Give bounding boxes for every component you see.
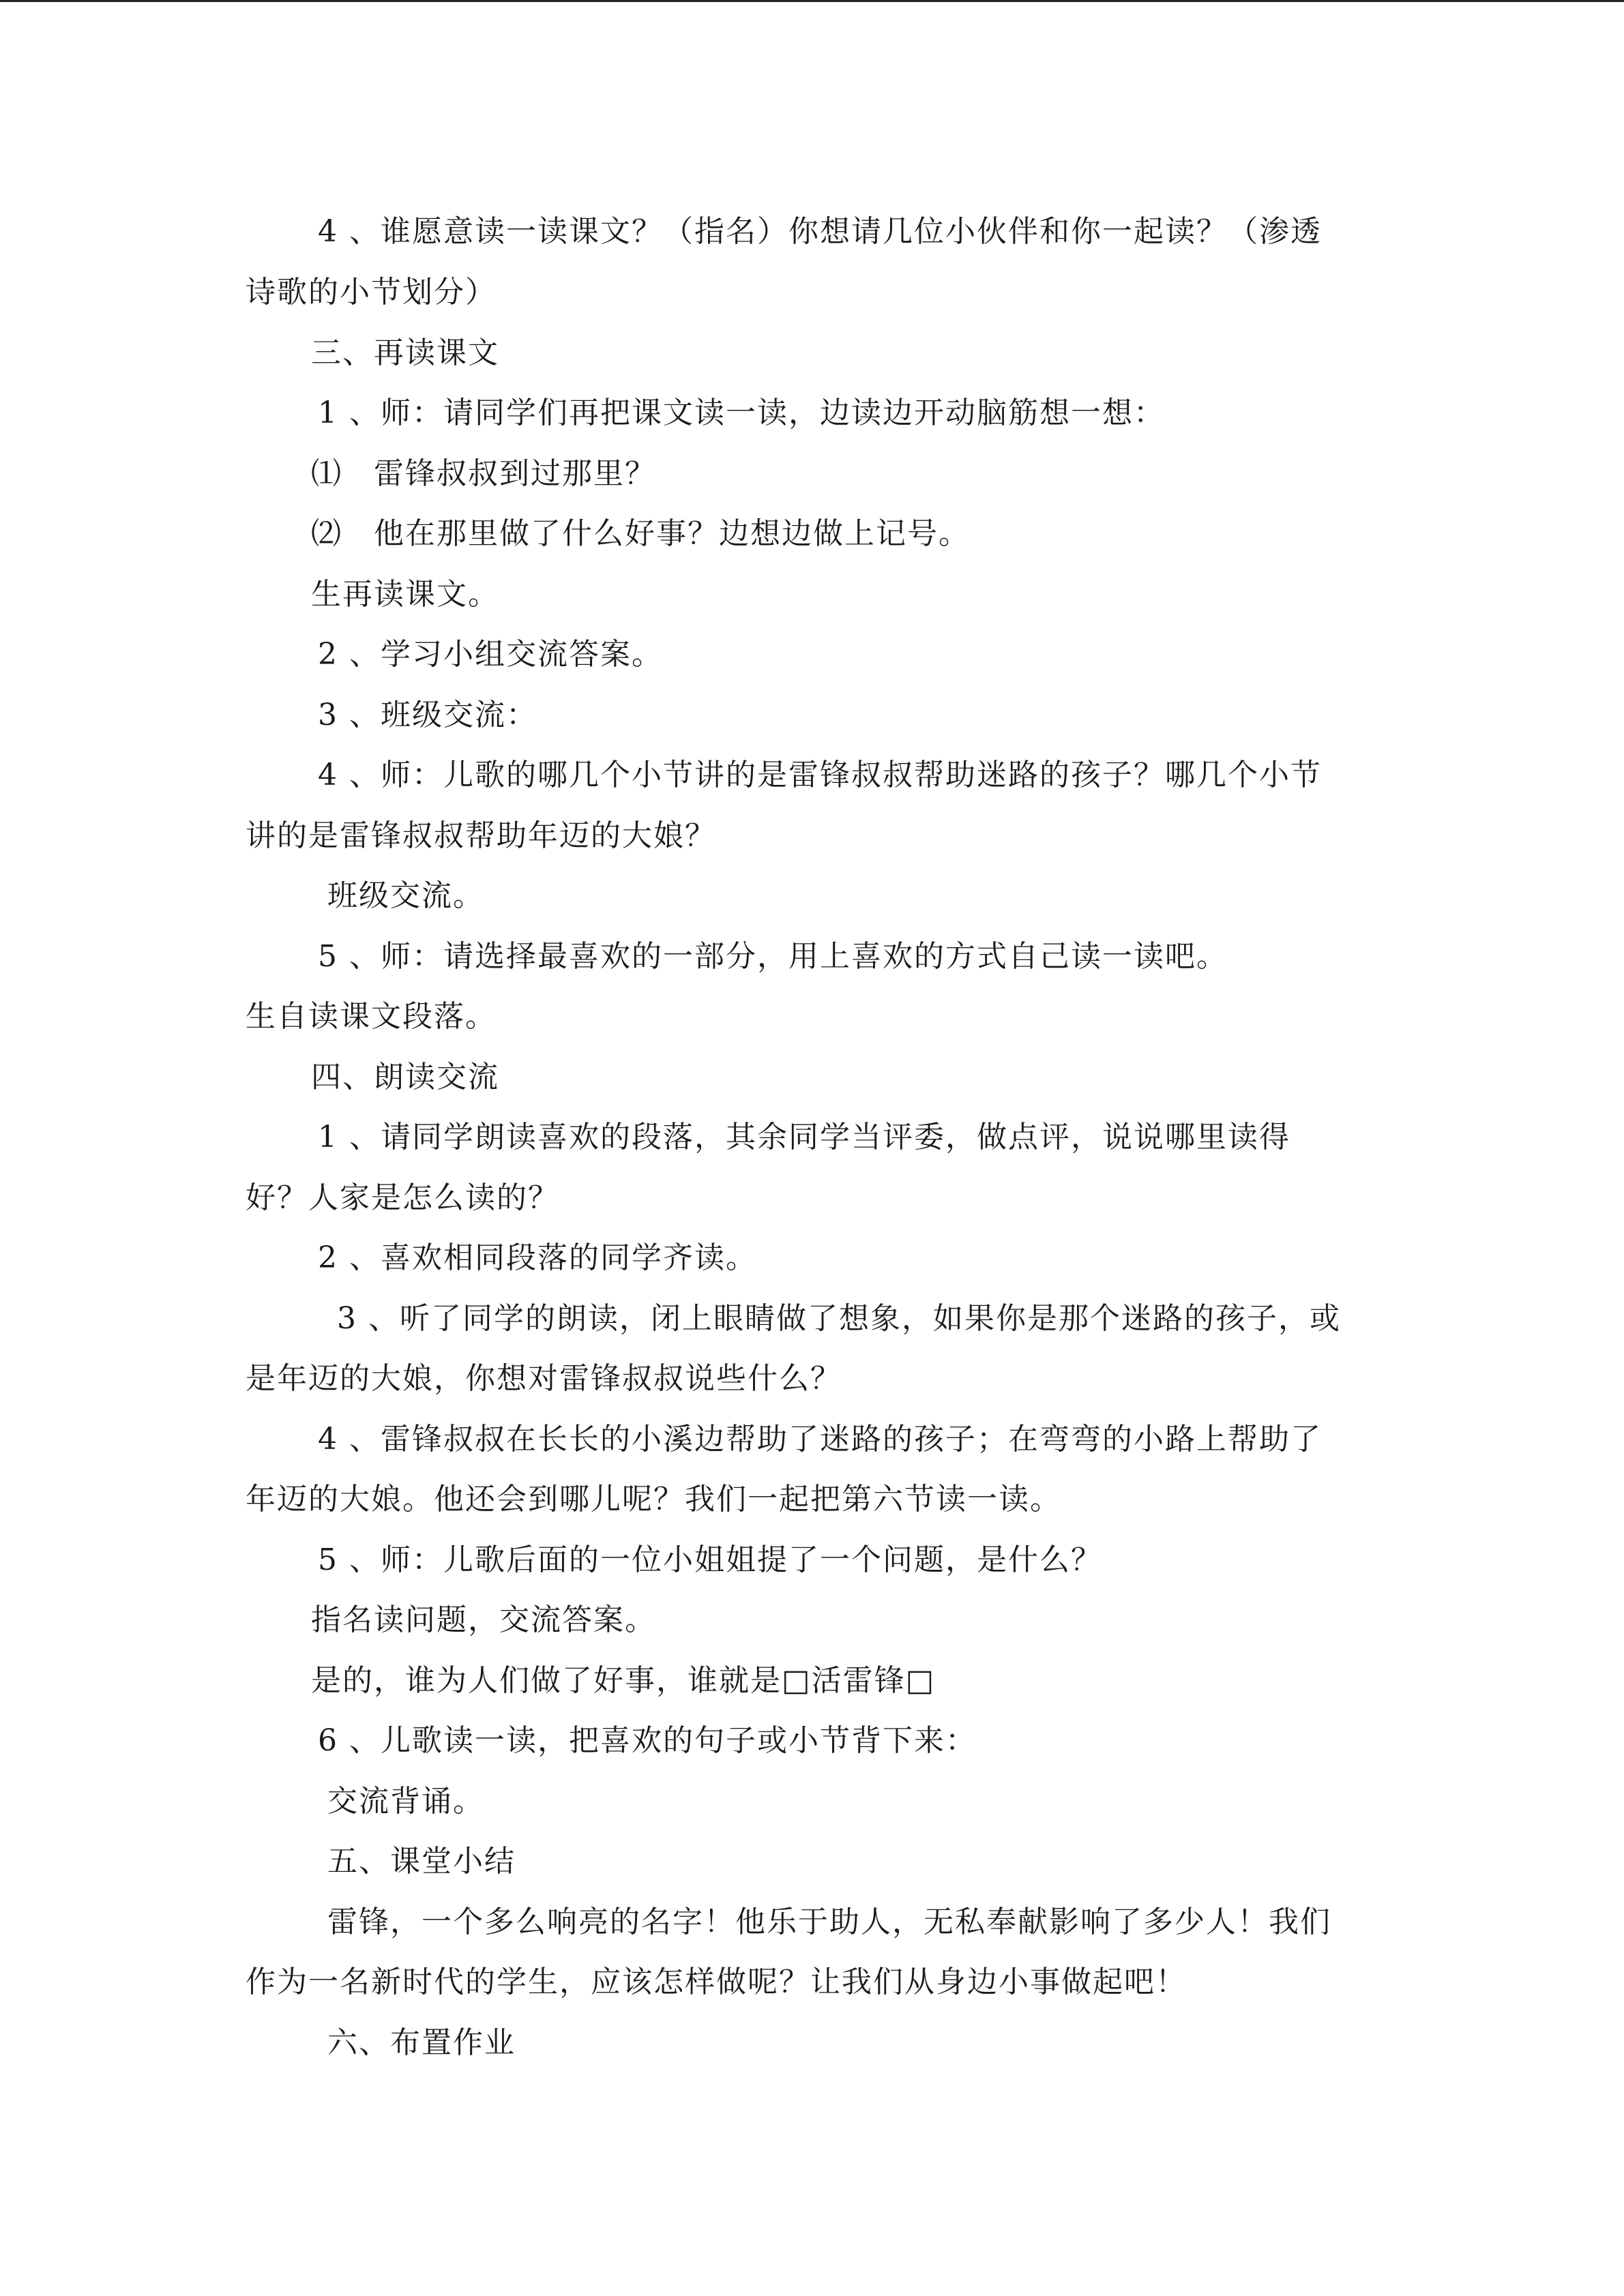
text-line: 讲的是雷锋叔叔帮助年迈的大娘？ [246,818,716,853]
text-line: 雷锋，一个多么响亮的名字！他乐于助人，无私奉献影响了多少人！我们 [327,1905,1331,1939]
text-line: 2 、喜欢相同段落的同学齐读。 [318,1240,757,1275]
text-line: ⑵ 他在那里做了什么好事？边想边做上记号。 [311,516,970,551]
text-line: 生再读课文。 [311,577,499,612]
text-line: 班级交流。 [327,878,484,913]
text-line: 4 、雷锋叔叔在长长的小溪边帮助了迷路的孩子；在弯弯的小路上帮助了 [318,1422,1322,1457]
text-line: 4 、谁愿意读一读课文？（指名）你想请几位小伙伴和你一起读？（渗透 [318,214,1322,249]
text-line: 诗歌的小节划分） [246,275,497,310]
section-heading: 六、布置作业 [327,2025,516,2060]
text-line: 5 、师：请选择最喜欢的一部分，用上喜欢的方式自己读一读吧。 [318,939,1228,974]
text-line: 是的，谁为人们做了好事，谁就是□活雷锋□ [311,1663,936,1698]
section-heading: 五、课堂小结 [327,1844,516,1879]
text-line: 好？人家是怎么读的？ [246,1180,559,1215]
text-line: 3 、听了同学的朗读，闭上眼睛做了想象，如果你是那个迷路的孩子，或 [337,1301,1341,1336]
text-line: 生自读课文段落。 [246,999,497,1034]
text-line: 是年迈的大娘，你想对雷锋叔叔说些什么？ [246,1361,842,1396]
text-line: ⑴ 雷锋叔叔到过那里？ [311,456,656,491]
section-heading: 三、再读课文 [311,336,499,370]
text-line: 交流背诵。 [327,1784,484,1819]
text-line: 4 、师：儿歌的哪几个小节讲的是雷锋叔叔帮助迷路的孩子？哪几个小节 [318,758,1322,792]
text-line: 3 、班级交流： [318,698,537,732]
text-line: 1 、师：请同学们再把课文读一读，边读边开动脑筋想一想： [318,396,1165,430]
text-line: 6 、儿歌读一读，把喜欢的句子或小节背下来： [318,1723,977,1758]
text-line: 年迈的大娘。他还会到哪儿呢？我们一起把第六节读一读。 [246,1482,1061,1517]
text-line: 指名读问题，交流答案。 [311,1602,656,1637]
text-line: 1 、请同学朗读喜欢的段落，其余同学当评委，做点评，说说哪里读得 [318,1120,1290,1154]
text-line: 5 、师：儿歌后面的一位小姐姐提了一个问题，是什么？ [318,1542,1102,1577]
text-line: 作为一名新时代的学生，应该怎样做呢？让我们从身边小事做起吧！ [246,1965,1187,1999]
text-line: 2 、学习小组交流答案。 [318,637,663,672]
section-heading: 四、朗读交流 [311,1060,499,1094]
